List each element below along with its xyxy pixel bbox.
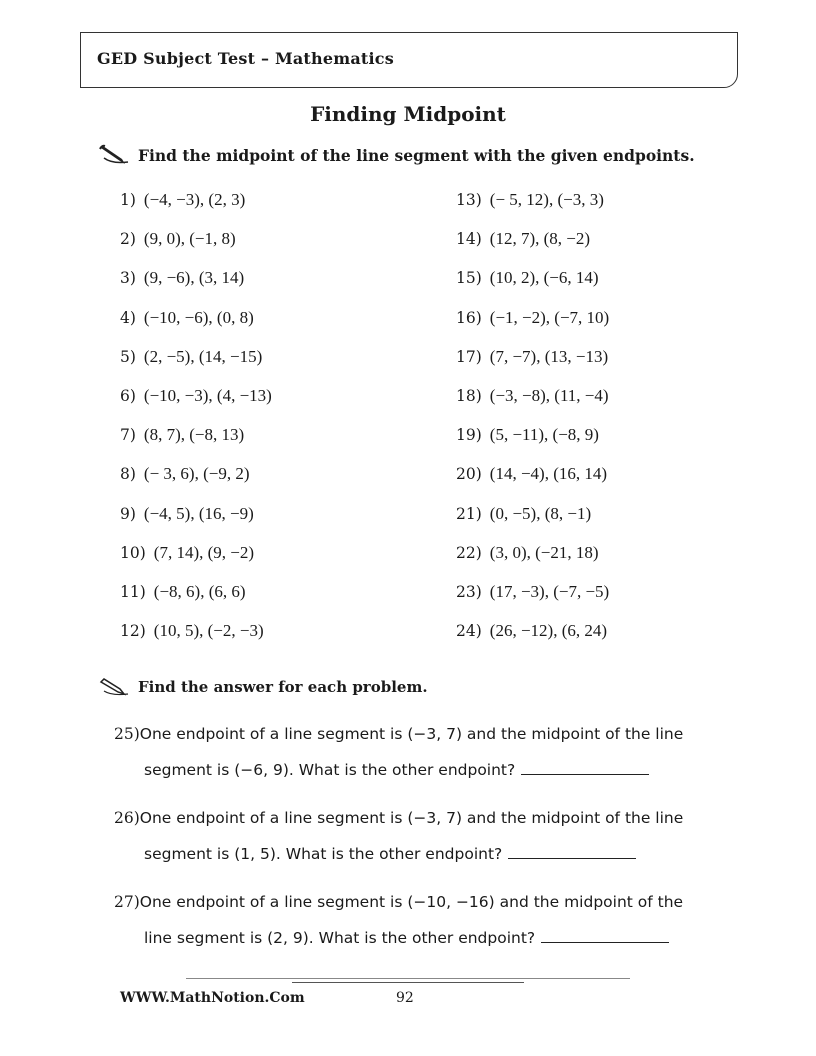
problem-expression: (9, −6), (3, 14) — [143, 268, 245, 288]
problem-expression: (− 3, 6), (−9, 2) — [143, 464, 250, 484]
problem-number: 13) — [456, 191, 482, 209]
problem-number: 7) — [120, 426, 136, 445]
problem-number: 8) — [120, 465, 136, 484]
problem-text-line1: One endpoint of a line segment is (−3, 7) and the midpoint of the line — [139, 809, 684, 827]
problem-expression: (2, −5), (14, −15) — [143, 346, 263, 366]
problem-expression: (−10, −3), (4, −13) — [143, 386, 272, 405]
problem-expression: (−4, 5), (16, −9) — [143, 503, 254, 523]
problem-item — [120, 425, 244, 445]
problem-item — [456, 582, 609, 602]
problem-expression: (12, 7), (8, −2) — [489, 229, 591, 249]
problem-number: 4) — [120, 308, 136, 327]
problem-item — [120, 190, 245, 210]
problem-number: 16) — [456, 308, 482, 327]
problem-number: 14) — [456, 230, 482, 249]
problem-item — [456, 386, 609, 406]
problem-expression: (14, −4), (16, 14) — [489, 464, 608, 484]
problem-expression: (7, −7), (13, −13) — [489, 346, 609, 366]
problem-number: 26) — [114, 809, 140, 827]
header-title: GED Subject Test – Mathematics — [97, 49, 394, 68]
problem-expression: (7, 14), (9, −2) — [153, 542, 255, 562]
problem-item — [120, 543, 254, 563]
word-problem — [114, 884, 734, 956]
problem-expression: (10, 2), (−6, 14) — [489, 268, 599, 288]
problem-number: 22) — [456, 543, 482, 562]
problem-number: 3) — [120, 269, 136, 288]
problem-item — [120, 229, 236, 249]
problem-text-line2: segment is (1, 5). What is the other endpoint? — [144, 845, 503, 863]
problem-expression: (0, −5), (8, −1) — [489, 503, 592, 523]
problem-number: 17) — [456, 347, 482, 366]
problem-number: 27) — [114, 893, 140, 911]
problem-expression: (9, 0), (−1, 8) — [143, 229, 236, 249]
problem-item — [120, 308, 254, 328]
problem-number: 24) — [456, 622, 482, 641]
problem-number: 12) — [120, 622, 146, 641]
problem-number: 5) — [120, 347, 136, 366]
instruction-1-text: Find the midpoint of the line segment with the given endpoints. — [138, 145, 695, 165]
word-problem — [114, 716, 734, 788]
problem-text-line1: One endpoint of a line segment is (−10, −16) and the midpoint of the — [139, 893, 684, 911]
problem-item — [120, 464, 250, 484]
problem-item — [456, 425, 599, 445]
footer-divider — [186, 978, 630, 979]
problem-item — [120, 268, 244, 288]
answer-blank[interactable] — [521, 760, 649, 775]
problem-item — [456, 308, 609, 328]
header-box — [80, 32, 738, 88]
problem-item — [456, 464, 607, 484]
problem-number: 20) — [456, 465, 482, 484]
problem-item — [456, 504, 591, 524]
problem-number: 15) — [456, 269, 482, 288]
problem-item — [456, 268, 599, 288]
problem-item — [120, 621, 264, 641]
problem-expression: (26, −12), (6, 24) — [489, 621, 608, 641]
problem-expression: (8, 7), (−8, 13) — [143, 425, 245, 445]
instruction-2-text: Find the answer for each problem. — [138, 678, 428, 696]
problem-number: 18) — [456, 387, 482, 405]
problem-number: 25) — [114, 725, 140, 743]
instruction-2 — [98, 676, 428, 698]
problem-number: 9) — [120, 504, 136, 523]
problem-text-line2: line segment is (2, 9). What is the other endpoint? — [144, 929, 536, 947]
problem-expression: (10, 5), (−2, −3) — [153, 621, 264, 641]
problem-number: 21) — [456, 504, 482, 523]
problem-expression: (−4, −3), (2, 3) — [143, 190, 246, 209]
problem-number: 23) — [456, 583, 482, 601]
problem-number: 11) — [120, 583, 146, 601]
page-number: 92 — [396, 990, 414, 1006]
problem-number: 6) — [120, 387, 136, 405]
problem-expression: (−3, −8), (11, −4) — [489, 386, 609, 405]
answer-blank[interactable] — [508, 844, 636, 859]
problem-number: 19) — [456, 426, 482, 445]
problem-expression: (17, −3), (−7, −5) — [489, 582, 610, 601]
page-title: Finding Midpoint — [310, 102, 506, 126]
problem-number: 1) — [120, 191, 136, 209]
instruction-1 — [98, 144, 695, 166]
problem-item — [456, 621, 607, 641]
answer-blank[interactable] — [541, 928, 669, 943]
problem-expression: (−8, 6), (6, 6) — [153, 582, 246, 601]
problem-item — [120, 347, 262, 367]
problem-expression: (3, 0), (−21, 18) — [489, 542, 599, 562]
problem-item — [120, 582, 246, 602]
problem-text-line1: One endpoint of a line segment is (−3, 7) and the midpoint of the line — [139, 725, 684, 743]
problem-expression: (− 5, 12), (−3, 3) — [489, 190, 604, 209]
problem-expression: (5, −11), (−8, 9) — [489, 425, 599, 445]
problem-item — [456, 229, 590, 249]
problem-item — [456, 543, 599, 563]
pencil-icon — [98, 144, 130, 166]
problem-item — [456, 190, 604, 210]
word-problem — [114, 800, 734, 872]
pencil-icon — [98, 676, 130, 698]
problem-number: 2) — [120, 230, 136, 249]
footer-divider — [292, 982, 524, 983]
problem-expression: (−10, −6), (0, 8) — [143, 307, 254, 327]
footer-website: WWW.MathNotion.Com — [120, 990, 305, 1006]
problem-item — [456, 347, 608, 367]
problem-item — [120, 386, 272, 406]
problem-expression: (−1, −2), (−7, 10) — [489, 307, 610, 327]
problem-text-line2: segment is (−6, 9). What is the other endpoint? — [144, 761, 516, 779]
problem-number: 10) — [120, 543, 146, 562]
problem-item — [120, 504, 254, 524]
